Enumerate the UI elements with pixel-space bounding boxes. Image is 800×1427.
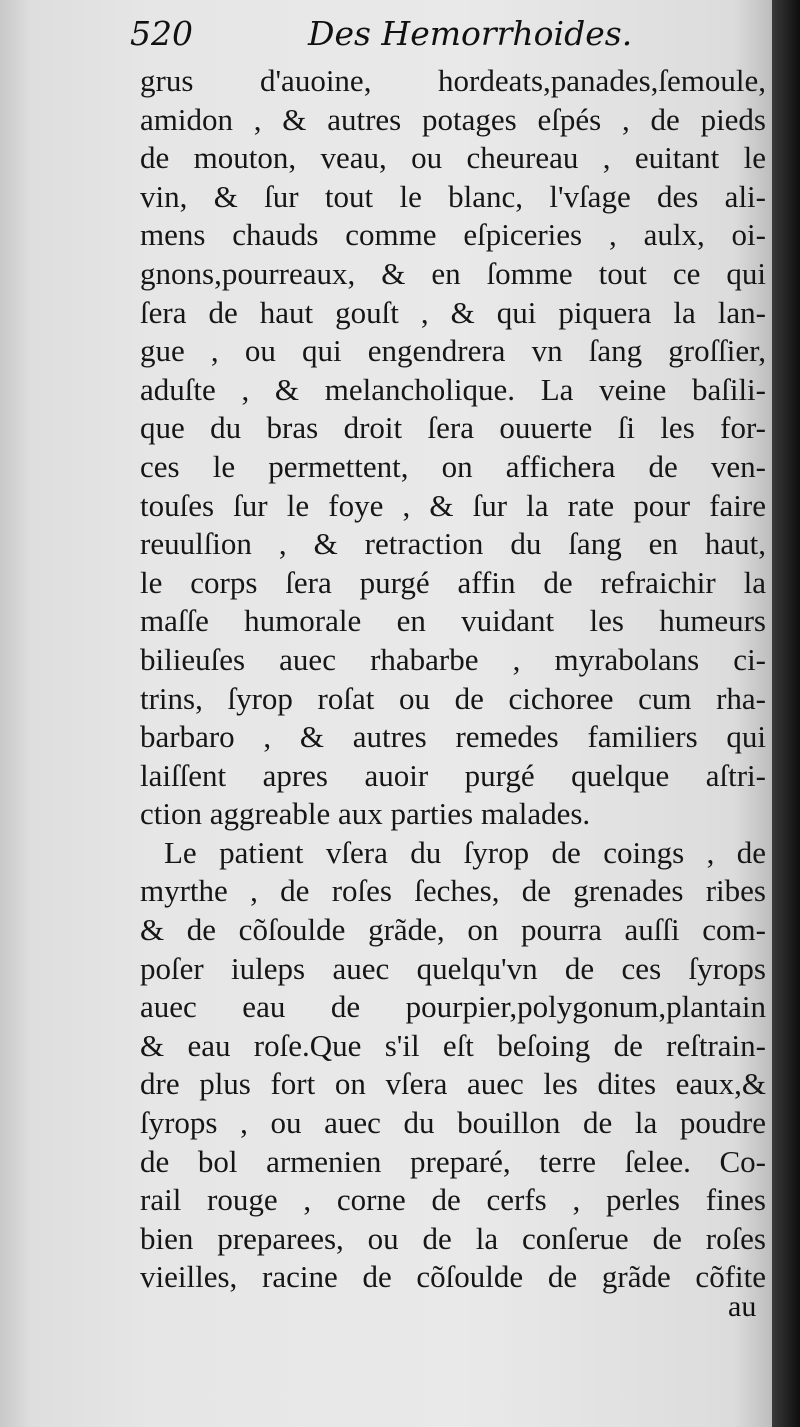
text-line: touſes ſur le foye , & ſur la rate pour faire bbox=[140, 487, 766, 523]
running-title: Des Hemorrhoides. bbox=[308, 14, 633, 53]
text-line: ſera de haut gouſt , & qui piquera la lan- bbox=[140, 294, 766, 330]
text-line: trins, ſyrop roſat ou de cichoree cum rha- bbox=[140, 680, 766, 716]
text-line: que du bras droit ſera ouuerte ſi les for- bbox=[140, 410, 766, 446]
page-header bbox=[130, 14, 770, 58]
text-line: mens chauds comme eſpiceries , aulx, oi- bbox=[140, 217, 766, 253]
text-line: myrthe , de roſes ſeches, de grenades ribes bbox=[140, 873, 766, 909]
text-line: gnons,pourreaux, & en ſomme tout ce qui bbox=[140, 255, 766, 291]
text-line: barbaro , & autres remedes familiers qui bbox=[140, 719, 766, 755]
text-line: reuulſion , & retraction du ſang en haut, bbox=[140, 526, 766, 562]
text-line: bien preparees, ou de la conſerue de roſes bbox=[140, 1220, 766, 1256]
text-line: de bol armenien preparé, terre ſelee. Co- bbox=[140, 1143, 766, 1179]
text-line: vin, & ſur tout le blanc, l'vſage des ali- bbox=[140, 178, 766, 214]
text-line: bilieuſes auec rhabarbe , myrabolans ci- bbox=[140, 641, 766, 677]
text-line: grus d'auoine, hordeats,panades,ſemoule, bbox=[140, 63, 766, 98]
text-line: auec eau de pourpier,polygonum,plantain bbox=[140, 989, 766, 1025]
text-line: & eau roſe.Que s'il eſt beſoing de reſtrain- bbox=[140, 1027, 766, 1063]
text-line: amidon , & autres potages eſpés , de pieds bbox=[140, 101, 766, 137]
text-line: gue , ou qui engendrera vn ſang groſſier, bbox=[140, 333, 766, 369]
text-line: poſer iuleps auec quelqu'vn de ces ſyrops bbox=[140, 950, 766, 986]
page-number: 520 bbox=[130, 14, 193, 53]
text-line: aduſte , & melancholique. La veine baſili- bbox=[140, 371, 766, 407]
text-line: maſſe humorale en vuidant les humeurs bbox=[140, 603, 766, 639]
text-line: ſyrops , ou auec du bouillon de la poudre bbox=[140, 1105, 766, 1141]
text-line: ces le permettent, on affichera de ven- bbox=[140, 448, 766, 484]
page-gutter-shadow bbox=[772, 0, 800, 1427]
text-line: le corps ſera purgé affin de refraichir la bbox=[140, 564, 766, 600]
text-line: ction aggreable aux parties malades. bbox=[140, 796, 591, 832]
catchword: au bbox=[728, 1290, 757, 1323]
text-line: rail rouge , corne de cerfs , perles fines bbox=[140, 1182, 766, 1218]
text-line: dre plus fort on vſera auec les dites eaux,& bbox=[140, 1066, 766, 1102]
body-text bbox=[140, 62, 766, 1297]
paragraph-start-line: Le patient vſera du ſyrop de coings , de bbox=[164, 834, 766, 870]
text-line: laiſſent apres auoir purgé quelque aſtri- bbox=[140, 757, 766, 793]
text-line: & de cõſoulde grãde, on pourra auſſi com- bbox=[140, 912, 766, 948]
text-line: vieilles, racine de cõſoulde de grãde cõfite bbox=[140, 1259, 766, 1295]
text-line: de mouton, veau, ou cheureau , euitant le bbox=[140, 140, 766, 176]
